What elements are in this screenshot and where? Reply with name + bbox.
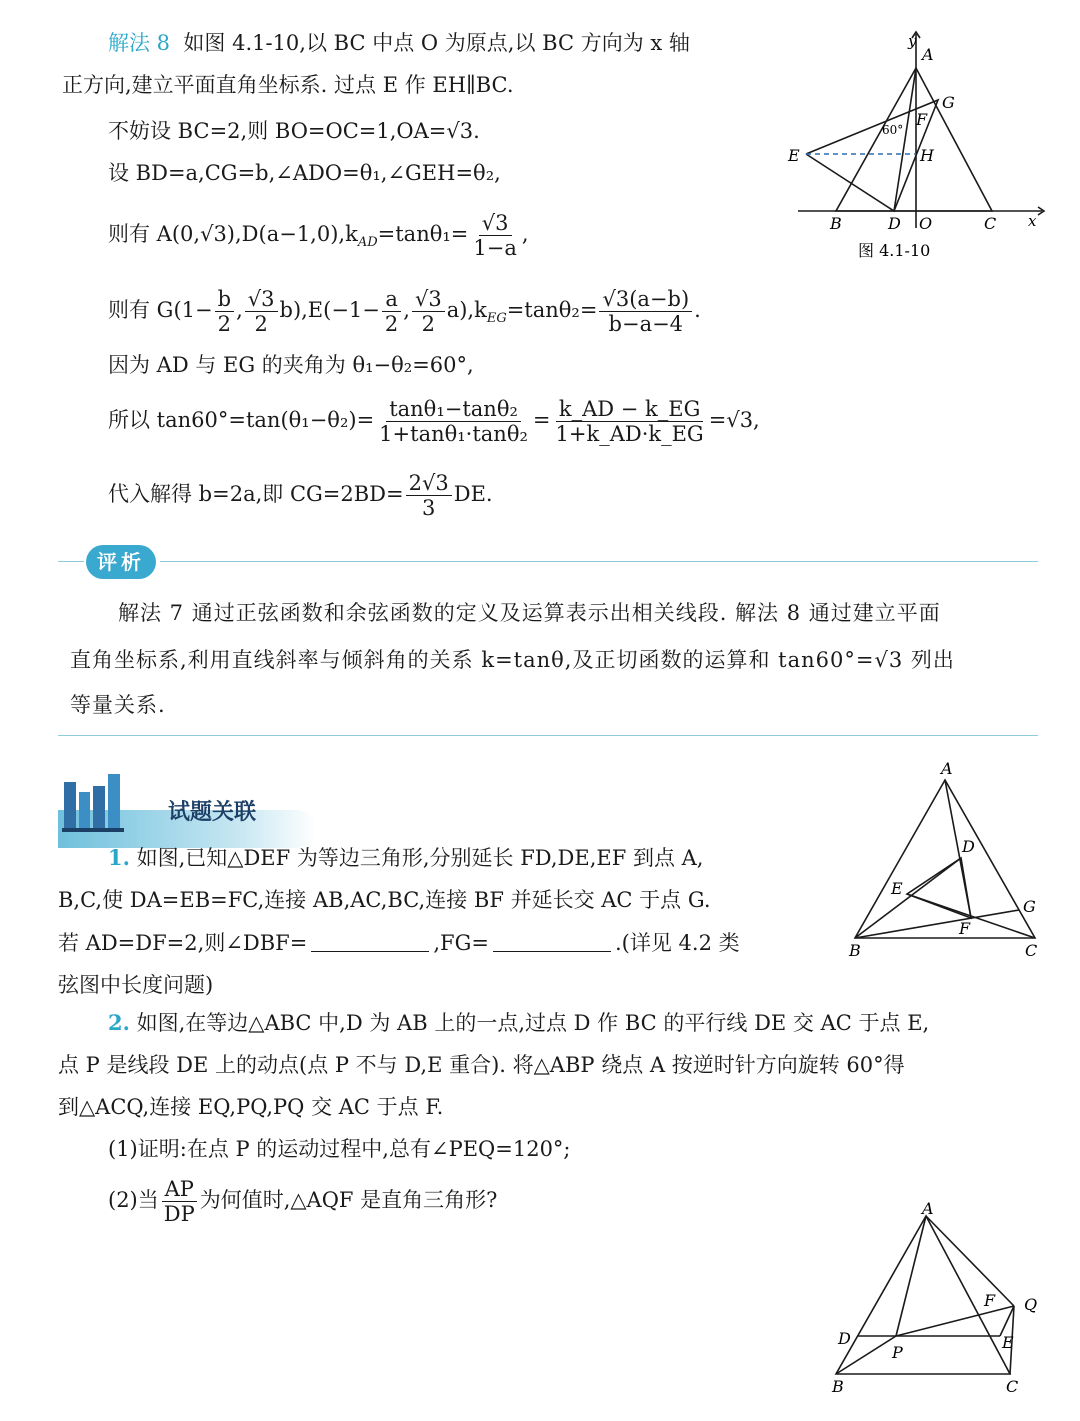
analysis-line-1: 解法 7 通过正弦函数和余弦函数的定义及运算表示出相关线段. 解法 8 通过建立平面 bbox=[118, 601, 941, 625]
figure-caption: 图 4.1-10 bbox=[858, 241, 931, 260]
numerator: 2√3 bbox=[406, 471, 452, 496]
subscript: AD bbox=[357, 235, 378, 250]
fraction bbox=[406, 471, 452, 520]
fraction bbox=[161, 1177, 198, 1226]
label-h: H bbox=[920, 146, 934, 165]
analysis-line-2: 直角坐标系,利用直线斜率与倾斜角的关系 k=tanθ,及正切函数的运算和 tan60°=√3 列出 bbox=[70, 648, 955, 672]
text-seg: =tanθ₁= bbox=[377, 222, 469, 246]
q2-line-3: 到△ACQ,连接 EQ,PQ,PQ 交 AC 于点 F. bbox=[58, 1095, 444, 1119]
text-seg: =tanθ₂= bbox=[506, 298, 598, 322]
text-seg: 为何值时,△AQF 是直角三角形? bbox=[199, 1188, 498, 1212]
text-seg: a),k bbox=[446, 298, 487, 322]
figure-q1 bbox=[845, 760, 1050, 965]
triangle-abc bbox=[836, 68, 992, 211]
analysis-rule-left bbox=[58, 561, 84, 562]
segment-bd bbox=[855, 858, 961, 938]
segment-pq bbox=[896, 1306, 1014, 1336]
solution-8-line-4: 设 BD=a,CG=b,∠ADO=θ₁,∠GEH=θ₂, bbox=[108, 161, 501, 185]
label-g: G bbox=[942, 93, 955, 112]
q2-part-2 bbox=[108, 1172, 497, 1228]
solution-8-line-6 bbox=[108, 282, 701, 347]
solution-8-line-5 bbox=[108, 206, 529, 271]
label-e: E bbox=[1002, 1333, 1014, 1352]
text-seg: .(详见 4.2 类 bbox=[614, 931, 740, 955]
denominator: b−a−4 bbox=[608, 312, 684, 336]
text-seg: b),E(−1− bbox=[279, 298, 380, 322]
segment-ec bbox=[907, 894, 1035, 938]
text-seg: DE. bbox=[453, 482, 493, 506]
q1-line-2: B,C,使 DA=EB=FC,连接 AB,AC,BC,连接 BF 并延长交 AC 于点 G. bbox=[58, 888, 711, 912]
fraction bbox=[599, 287, 692, 336]
subscript: EG bbox=[486, 311, 507, 326]
label-q: Q bbox=[1024, 1295, 1038, 1314]
analysis-rule-right bbox=[160, 561, 1038, 562]
fraction bbox=[245, 287, 278, 336]
numerator: √3 bbox=[412, 287, 445, 312]
solution-8-line-7: 因为 AD 与 EG 的夹角为 θ₁−θ₂=60°, bbox=[108, 353, 474, 377]
denominator: 3 bbox=[421, 496, 436, 520]
fraction bbox=[470, 211, 519, 260]
numerator: b bbox=[215, 287, 234, 312]
numerator: √3 bbox=[245, 287, 278, 312]
label-p: P bbox=[892, 1343, 903, 1362]
label-d: D bbox=[962, 837, 975, 856]
solution-text: 如图 4.1-10,以 BC 中点 O 为原点,以 BC 方向为 x 轴 bbox=[183, 31, 690, 55]
label-o: O bbox=[919, 214, 933, 233]
numerator: a bbox=[382, 287, 401, 312]
q1-line-1 bbox=[108, 843, 703, 873]
text-seg: = bbox=[532, 408, 551, 432]
books-icon bbox=[62, 768, 132, 834]
analysis-line-3: 等量关系. bbox=[70, 693, 166, 717]
denominator: 2 bbox=[421, 312, 436, 336]
label-f: F bbox=[916, 110, 928, 129]
segment-ad bbox=[894, 68, 916, 211]
fraction bbox=[412, 287, 445, 336]
answer-blank-1[interactable] bbox=[311, 931, 429, 952]
text-seg: . bbox=[694, 298, 701, 322]
text-seg: 则有 G(1− bbox=[108, 298, 213, 322]
label-x: x bbox=[1028, 212, 1037, 230]
label-b: B bbox=[849, 941, 861, 960]
fraction bbox=[215, 287, 234, 336]
text-seg: , bbox=[403, 298, 410, 322]
solution-8-line-9 bbox=[108, 466, 493, 522]
label-c: C bbox=[1006, 1377, 1019, 1396]
label-a: A bbox=[922, 1199, 934, 1218]
numerator: √3(a−b) bbox=[599, 287, 692, 312]
text-seg: =√3, bbox=[708, 408, 760, 432]
denominator: 2 bbox=[217, 312, 232, 336]
denominator: 1+k_AD·k_EG bbox=[555, 422, 704, 446]
numerator: k_AD − k_EG bbox=[556, 397, 704, 422]
segment-aq bbox=[926, 1216, 1014, 1306]
text-seg: , bbox=[236, 298, 243, 322]
segment-ap bbox=[896, 1216, 926, 1336]
label-g: G bbox=[1023, 897, 1036, 916]
text-seg: (2)当 bbox=[108, 1188, 159, 1212]
q1-text: 如图,已知△DEF 为等边三角形,分别延长 FD,DE,EF 到点 A, bbox=[136, 846, 704, 870]
solution-8-line-2: 正方向,建立平面直角坐标系. 过点 E 作 EH∥BC. bbox=[62, 73, 514, 97]
solution-8-line-3: 不妨设 BC=2,则 BO=OC=1,OA=√3. bbox=[108, 119, 480, 143]
label-y: y bbox=[908, 32, 917, 50]
q1-number: 1. bbox=[108, 845, 130, 870]
answer-blank-2[interactable] bbox=[493, 931, 611, 952]
figure-4-1-10 bbox=[780, 28, 1050, 268]
label-angle-60: 60° bbox=[882, 123, 904, 137]
denominator: 2 bbox=[254, 312, 268, 336]
denominator: 2 bbox=[384, 312, 399, 336]
figure-q2 bbox=[830, 1198, 1050, 1398]
numerator: √3 bbox=[479, 211, 512, 236]
label-e: E bbox=[891, 879, 903, 898]
text-seg: 代入解得 b=2a,即 CG=2BD= bbox=[108, 482, 404, 506]
label-c: C bbox=[984, 214, 997, 233]
analysis-rule-bottom bbox=[58, 735, 1038, 736]
text-seg: 所以 tan60°=tan(θ₁−θ₂)= bbox=[108, 408, 375, 432]
numerator: tanθ₁−tanθ₂ bbox=[386, 397, 521, 422]
q1-line-3 bbox=[58, 928, 740, 958]
fraction bbox=[382, 287, 401, 336]
text-seg: 若 AD=DF=2,则∠DBF= bbox=[58, 931, 308, 955]
denominator: DP bbox=[163, 1202, 195, 1226]
q2-number: 2. bbox=[108, 1010, 130, 1035]
label-a: A bbox=[922, 45, 934, 64]
solution-8-line-8 bbox=[108, 392, 760, 448]
label-f: F bbox=[984, 1291, 996, 1310]
label-e: E bbox=[788, 146, 800, 165]
denominator: 1+tanθ₁·tanθ₂ bbox=[379, 422, 528, 446]
analysis-badge: 评析 bbox=[86, 545, 156, 579]
fraction bbox=[553, 397, 707, 446]
label-b: B bbox=[832, 1377, 844, 1396]
fraction bbox=[376, 397, 531, 446]
label-d: D bbox=[838, 1329, 851, 1348]
q1-line-4: 弦图中长度问题) bbox=[58, 973, 214, 997]
q2-line-2: 点 P 是线段 DE 上的动点(点 P 不与 D,E 重合). 将△ABP 绕点 A 按逆时针方向旋转 60°得 bbox=[58, 1053, 905, 1077]
text-seg: , bbox=[521, 222, 529, 246]
solution-8-line-1 bbox=[108, 28, 690, 58]
denominator: 1−a bbox=[473, 236, 517, 260]
label-f: F bbox=[959, 919, 971, 938]
text-seg: 则有 A(0,√3),D(a−1,0),k bbox=[108, 222, 358, 246]
label-a: A bbox=[941, 760, 953, 778]
triangle-abc bbox=[855, 780, 1035, 938]
text-seg: ,FG= bbox=[433, 931, 489, 955]
label-c: C bbox=[1025, 941, 1038, 960]
solution-label: 解法 8 bbox=[108, 31, 171, 55]
label-b: B bbox=[830, 214, 842, 233]
q2-text: 如图,在等边△ABC 中,D 为 AB 上的一点,过点 D 作 BC 的平行线 DE 交 AC 于点 E, bbox=[136, 1011, 930, 1035]
numerator: AP bbox=[162, 1177, 197, 1202]
q2-line-1 bbox=[108, 1008, 929, 1038]
q2-part-1: (1)证明:在点 P 的运动过程中,总有∠PEQ=120°; bbox=[108, 1137, 571, 1161]
related-title: 试题关联 bbox=[168, 800, 257, 825]
label-d: D bbox=[888, 214, 901, 233]
